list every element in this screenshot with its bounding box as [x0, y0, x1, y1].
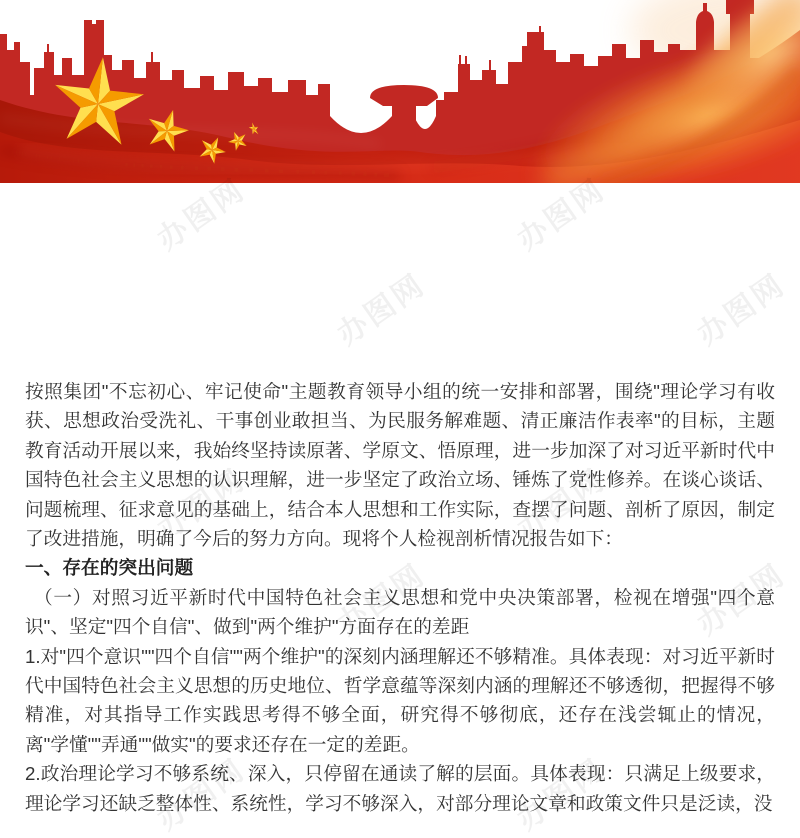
header-banner-graphic [0, 0, 800, 183]
paragraph-section-1-intro: （一）对照习近平新时代中国特色社会主义思想和党中央决策部署，检视在增强"四个意识"、坚定"四个自信"、做到"两个维护"方面存在的差距 [25, 586, 775, 638]
watermark: 办图网 [151, 752, 252, 837]
paragraph-issue-1: 1.对"四个意识""四个自信""两个维护"的深刻内涵理解还不够精准。具体表现：对习近平新时代中国特色社会主义思想的历史地位、哲学意蕴等深刻内涵的理解还不够透彻，把握得不够精准，对其指导工作实践思考得不够全面，研究得不够彻底，还存在浅尝辄止的情况，离"学懂""弄通""做实"的要求还存在一定的差距。 [25, 645, 775, 755]
paragraph-issue-2: 2.政治理论学习不够系统、深入，只停留在通读了解的层面。具体表现：只满足上级要求，理论学习还缺乏整体性、系统性，学习不够深入，对部分理论文章和政策文件只是泛读，没 [25, 763, 775, 814]
document-body [25, 377, 775, 818]
watermark: 办图网 [151, 172, 252, 257]
watermark: 办图网 [331, 557, 432, 642]
watermark: 办图网 [511, 462, 612, 547]
watermark: 办图网 [151, 462, 252, 547]
watermark: 办图网 [511, 752, 612, 837]
watermark: 办图网 [691, 557, 792, 642]
watermark: 办图网 [511, 172, 612, 257]
section-heading-1: 一、存在的突出问题 [25, 557, 194, 579]
watermark: 办图网 [331, 267, 432, 352]
paragraph-opening: 按照集团"不忘初心、牢记使命"主题教育领导小组的统一安排和部署，围绕"理论学习有收获、思想政治受洗礼、干事创业敢担当、为民服务解难题、清正廉洁作表率"的目标，主题教育活动开展以来，我始终坚持读原著、学原文、悟原理，进一步加深了对习近平新时代中国特色社会主义思想的认识理解，进一步坚定了政治立场、锤炼了党性修养。在谈心谈话、问题梳理、征求意见的基础上，结合本人思想和工作实际，查摆了问题、剖析了原因，制定了改进措施，明确了今后的努力方向。现将个人检视剖析情况报告如下： [25, 381, 775, 550]
watermark: 办图网 [691, 267, 792, 352]
